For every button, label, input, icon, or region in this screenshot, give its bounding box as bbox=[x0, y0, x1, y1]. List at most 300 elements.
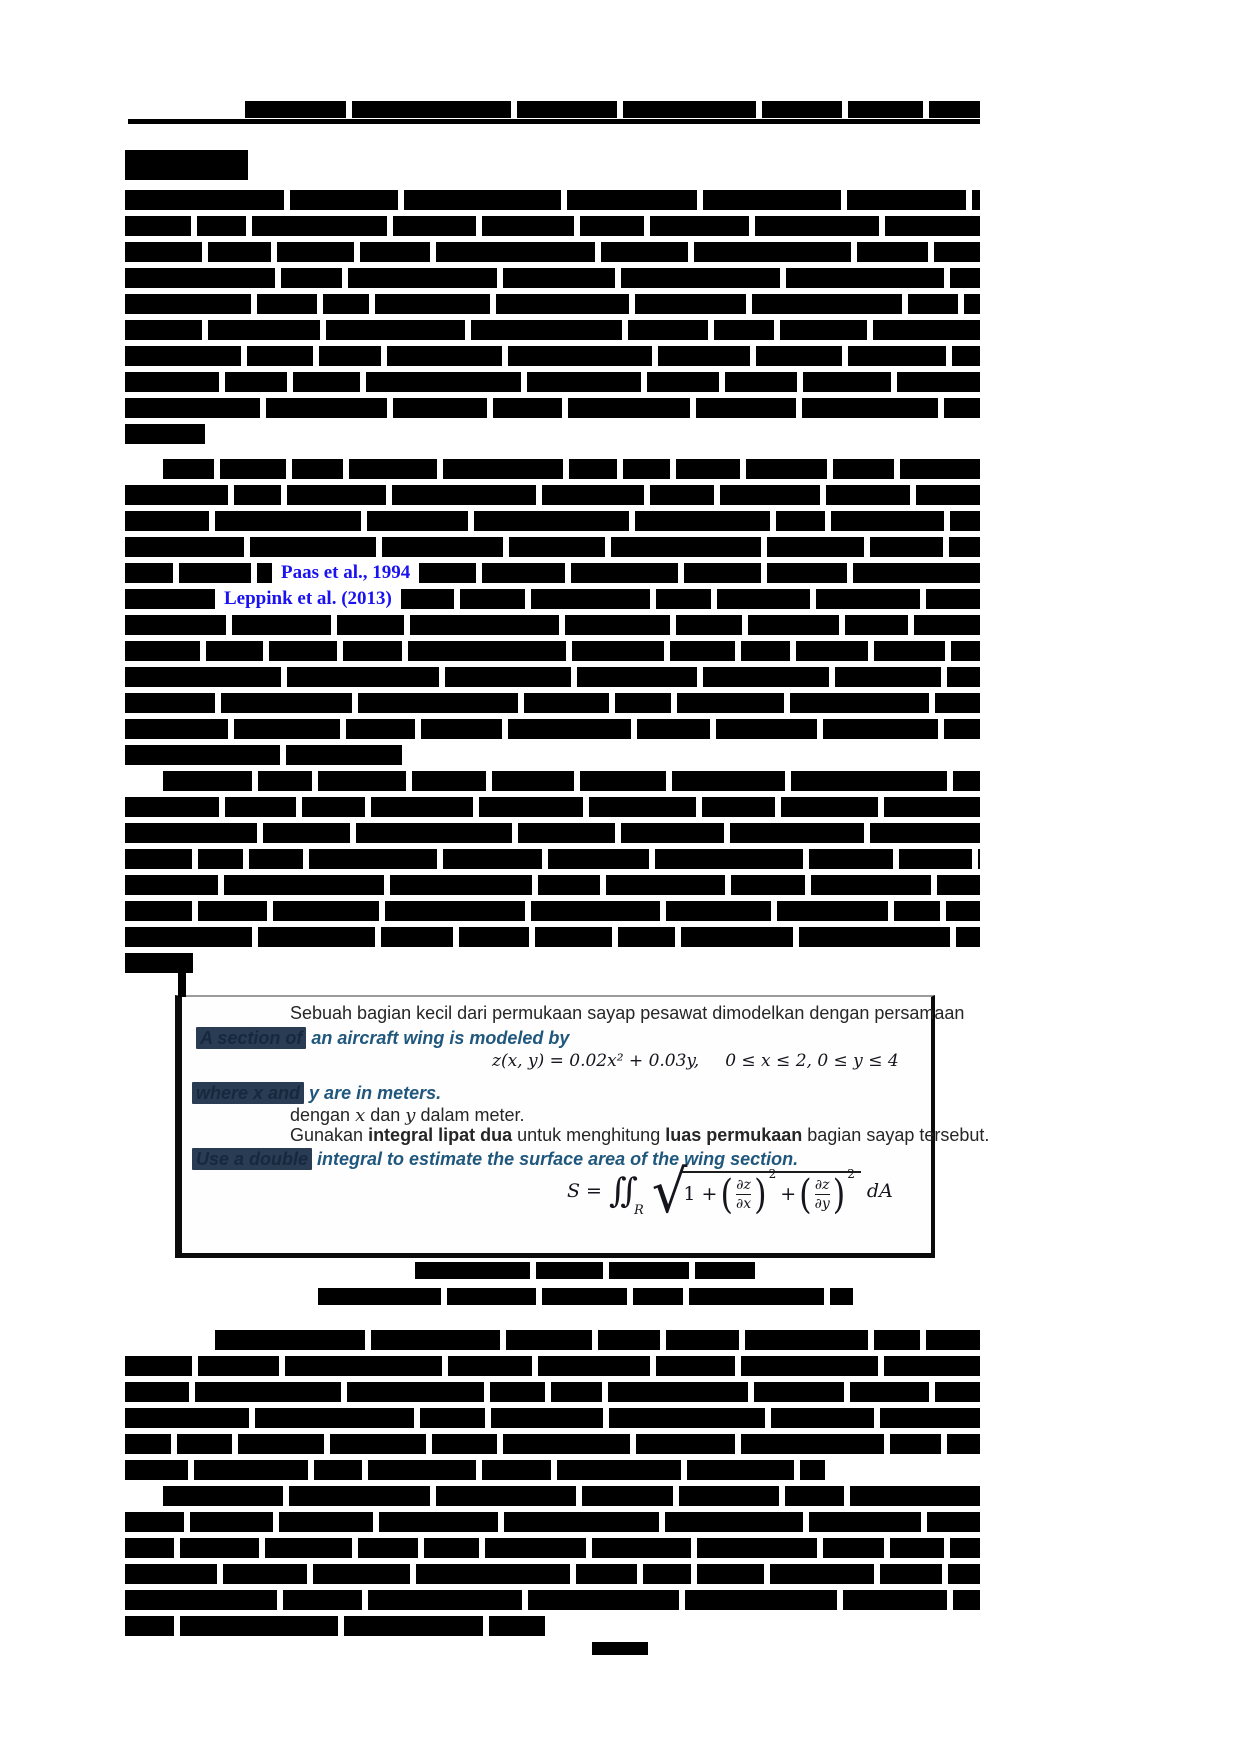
redaction-bar bbox=[615, 693, 671, 713]
redaction-bar bbox=[934, 242, 980, 262]
redaction-bar bbox=[125, 719, 228, 739]
redaction-bar bbox=[492, 771, 574, 791]
redaction-bar bbox=[567, 190, 697, 210]
redaction-bar bbox=[684, 563, 761, 583]
redaction-bar bbox=[309, 849, 437, 869]
redaction-bar bbox=[412, 771, 486, 791]
redaction-bar bbox=[125, 1408, 249, 1428]
redaction-bar bbox=[577, 667, 697, 687]
redaction-bar bbox=[503, 1434, 630, 1454]
redaction-bar bbox=[287, 485, 386, 505]
problem-english-line-1-text: an aircraft wing is modeled by bbox=[306, 1028, 570, 1048]
redaction-bar bbox=[658, 346, 750, 366]
redaction-bar bbox=[125, 693, 215, 713]
redaction-bar bbox=[643, 1564, 691, 1584]
redaction-bar bbox=[927, 1512, 980, 1532]
redaction-bar bbox=[379, 1512, 498, 1532]
redaction-bar bbox=[491, 1408, 603, 1428]
body-paragraph-redacted bbox=[125, 641, 980, 661]
redaction-bar bbox=[337, 615, 404, 635]
redaction-bar bbox=[580, 771, 666, 791]
redaction-bar bbox=[447, 1288, 536, 1305]
redaction-bar bbox=[346, 719, 415, 739]
redaction-bar bbox=[356, 823, 512, 843]
redaction-bar bbox=[249, 849, 303, 869]
abstract-paragraph-redacted bbox=[125, 294, 980, 314]
redaction-bar bbox=[125, 372, 219, 392]
plus-sign: + bbox=[780, 1183, 797, 1205]
redaction-bar bbox=[890, 1538, 944, 1558]
redaction-bar bbox=[125, 1382, 189, 1402]
redaction-bar bbox=[725, 372, 797, 392]
redaction-bar bbox=[125, 849, 192, 869]
problem-indonesian-line-2 bbox=[290, 1105, 525, 1126]
surface-area-integral-equation bbox=[567, 1158, 893, 1227]
redacted-highlight: Use a double bbox=[192, 1148, 312, 1170]
redaction-bar bbox=[551, 1382, 602, 1402]
redaction-bar bbox=[528, 1590, 679, 1610]
redaction-bar bbox=[223, 1564, 307, 1584]
redaction-bar bbox=[770, 1564, 874, 1584]
figure-caption-redacted bbox=[318, 1288, 853, 1305]
redaction-bar bbox=[375, 294, 490, 314]
integral-region-subscript: R bbox=[633, 1203, 644, 1218]
redaction-bar bbox=[393, 398, 487, 418]
redaction-bar bbox=[826, 485, 910, 505]
redaction-bar bbox=[273, 901, 379, 921]
redaction-bar bbox=[508, 719, 631, 739]
redaction-bar bbox=[823, 719, 938, 739]
abstract-paragraph-redacted bbox=[125, 320, 980, 340]
redaction-bar bbox=[343, 641, 402, 661]
redaction-bar bbox=[277, 242, 354, 262]
redaction-bar bbox=[694, 242, 851, 262]
redaction-bar bbox=[293, 372, 360, 392]
redaction-bar bbox=[978, 849, 980, 869]
redaction-bar bbox=[636, 1434, 735, 1454]
redaction-bar bbox=[656, 589, 711, 609]
redaction-bar bbox=[302, 797, 365, 817]
redaction-bar bbox=[366, 372, 521, 392]
problem-box bbox=[175, 995, 990, 1258]
redaction-bar bbox=[880, 1408, 980, 1428]
redaction-bar bbox=[323, 294, 369, 314]
redaction-bar bbox=[571, 563, 678, 583]
redaction-bar bbox=[926, 589, 980, 609]
frac-denominator: ∂y bbox=[814, 1195, 830, 1212]
redaction-bar bbox=[385, 901, 525, 921]
redaction-bar bbox=[504, 1512, 659, 1532]
redaction-bar bbox=[125, 424, 205, 444]
redaction-bar bbox=[536, 1262, 603, 1279]
body-paragraph-redacted bbox=[125, 953, 210, 973]
text-segment: bagian sayap tersebut. bbox=[802, 1125, 990, 1145]
redaction-bar bbox=[252, 216, 387, 236]
iint-glyph: ∬ bbox=[608, 1171, 638, 1211]
abstract-paragraph-redacted bbox=[125, 216, 980, 236]
redaction-bar bbox=[208, 242, 271, 262]
redaction-bar bbox=[125, 190, 284, 210]
redaction-bar bbox=[780, 320, 867, 340]
frac-numerator: ∂z bbox=[814, 1176, 830, 1193]
redaction-bar bbox=[592, 1538, 691, 1558]
redaction-bar bbox=[681, 927, 793, 947]
redaction-bar bbox=[215, 511, 361, 531]
redaction-bar bbox=[368, 1590, 522, 1610]
redaction-bar bbox=[601, 242, 688, 262]
redaction-bar bbox=[125, 927, 252, 947]
redaction-bar bbox=[608, 1382, 748, 1402]
redaction-bar bbox=[206, 641, 263, 661]
body-paragraph-redacted bbox=[125, 615, 980, 635]
redaction-bar bbox=[179, 563, 251, 583]
redaction-bar bbox=[914, 615, 980, 635]
redacted-highlight: where x and bbox=[192, 1082, 304, 1104]
body-paragraph-redacted bbox=[125, 1356, 980, 1376]
body-paragraph-redacted bbox=[125, 927, 980, 947]
problem-indonesian-line-3 bbox=[290, 1125, 989, 1146]
redaction-bar bbox=[348, 268, 497, 288]
redaction-bar bbox=[621, 823, 724, 843]
redaction-bar bbox=[589, 797, 696, 817]
redaction-bar bbox=[777, 901, 888, 921]
redaction-bar bbox=[125, 1434, 171, 1454]
redaction-bar bbox=[163, 771, 252, 791]
redaction-bar bbox=[843, 1590, 947, 1610]
redaction-bar bbox=[609, 1408, 765, 1428]
redaction-bar bbox=[702, 797, 775, 817]
redaction-bar bbox=[831, 511, 944, 531]
redaction-bar bbox=[208, 320, 320, 340]
body-paragraph-redacted bbox=[125, 901, 980, 921]
abstract-paragraph-redacted bbox=[125, 190, 980, 210]
redaction-bar bbox=[635, 511, 770, 531]
problem-english-line-2 bbox=[192, 1083, 441, 1104]
redaction-bar bbox=[799, 927, 950, 947]
redaction-bar bbox=[964, 294, 980, 314]
body-paragraph-redacted bbox=[125, 693, 980, 713]
redaction-bar bbox=[748, 615, 839, 635]
page-number-redacted bbox=[592, 1642, 648, 1655]
redaction-bar bbox=[198, 901, 267, 921]
radical-glyph: √ bbox=[651, 1158, 688, 1227]
redaction-bar bbox=[419, 563, 476, 583]
redaction-bar bbox=[884, 797, 980, 817]
redaction-bar bbox=[358, 693, 518, 713]
redaction-bar bbox=[401, 589, 454, 609]
problem-english-line-3-text: integral to estimate the surface area of the wing section. bbox=[312, 1149, 799, 1169]
redaction-bar bbox=[367, 511, 468, 531]
double-integral-symbol bbox=[608, 1171, 648, 1218]
redaction-bar bbox=[125, 797, 219, 817]
body-paragraph-redacted bbox=[125, 1590, 980, 1610]
body-paragraph-redacted bbox=[215, 1330, 980, 1350]
redaction-bar bbox=[460, 589, 525, 609]
redaction-bar bbox=[232, 615, 331, 635]
redaction-bar bbox=[289, 1486, 430, 1506]
redaction-bar bbox=[947, 667, 980, 687]
redaction-bar bbox=[125, 1564, 217, 1584]
redaction-bar bbox=[848, 101, 923, 118]
radicand bbox=[680, 1166, 861, 1218]
body-paragraph-redacted bbox=[125, 1434, 980, 1454]
redaction-bar bbox=[767, 537, 864, 557]
redaction-bar bbox=[677, 693, 784, 713]
abstract-paragraph-redacted bbox=[125, 346, 980, 366]
frac-denominator: ∂x bbox=[735, 1195, 752, 1212]
redaction-bar bbox=[125, 398, 260, 418]
redaction-bar bbox=[650, 485, 714, 505]
redaction-bar bbox=[741, 1356, 878, 1376]
equation-main: z(x, y) = 0.02x² + 0.03y, bbox=[492, 1051, 700, 1071]
redaction-bar bbox=[845, 615, 908, 635]
redaction-bar bbox=[490, 1382, 545, 1402]
redaction-bar bbox=[177, 1434, 232, 1454]
redaction-bar bbox=[666, 1330, 739, 1350]
redaction-bar bbox=[623, 459, 670, 479]
redaction-bar bbox=[508, 346, 652, 366]
redaction-bar bbox=[848, 346, 946, 366]
redaction-bar bbox=[950, 268, 980, 288]
abstract-paragraph-redacted bbox=[125, 268, 980, 288]
redaction-bar bbox=[670, 641, 735, 661]
redaction-bar bbox=[926, 1330, 980, 1350]
redaction-bar bbox=[420, 1408, 485, 1428]
redaction-bar bbox=[392, 485, 536, 505]
body-paragraph-redacted bbox=[125, 1382, 980, 1402]
text-segment: luas permukaan bbox=[665, 1125, 803, 1145]
redaction-bar bbox=[125, 1460, 188, 1480]
redaction-bar bbox=[163, 1486, 283, 1506]
redaction-bar bbox=[870, 823, 980, 843]
text-segment: dan bbox=[365, 1105, 406, 1125]
redaction-bar bbox=[703, 667, 829, 687]
redaction-bar bbox=[448, 1356, 532, 1376]
redaction-bar bbox=[368, 1460, 476, 1480]
redaction-bar bbox=[358, 1538, 418, 1558]
redaction-bar bbox=[180, 1616, 338, 1636]
redaction-bar bbox=[125, 823, 257, 843]
body-paragraph-redacted bbox=[163, 1486, 980, 1506]
redaction-bar bbox=[436, 242, 595, 262]
redaction-bar bbox=[479, 797, 583, 817]
redaction-bar bbox=[279, 1512, 373, 1532]
redaction-bar bbox=[382, 537, 503, 557]
redaction-bar bbox=[125, 615, 226, 635]
body-paragraph-redacted bbox=[125, 563, 980, 583]
text-segment: integral lipat dua bbox=[368, 1125, 513, 1145]
redaction-bar bbox=[929, 101, 980, 118]
redaction-bar bbox=[580, 216, 644, 236]
redaction-bar bbox=[647, 372, 719, 392]
redaction-bar bbox=[900, 459, 980, 479]
redaction-bar bbox=[263, 823, 350, 843]
redaction-bar bbox=[265, 1538, 352, 1558]
partial-derivative-dzdy bbox=[815, 1177, 830, 1212]
area-differential: dA bbox=[866, 1180, 893, 1202]
problem-english-line-2-text: y are in meters. bbox=[304, 1083, 442, 1103]
redaction-bar bbox=[656, 1356, 735, 1376]
redaction-bar bbox=[482, 216, 574, 236]
redaction-bar bbox=[524, 693, 609, 713]
equation-domain: 0 ≤ x ≤ 2, 0 ≤ y ≤ 4 bbox=[725, 1051, 899, 1071]
abstract-paragraph-redacted bbox=[125, 424, 205, 444]
citation-link-paas[interactable]: Paas et al., 1994 bbox=[281, 563, 411, 583]
redaction-bar bbox=[125, 667, 281, 687]
redaction-bar bbox=[371, 1330, 500, 1350]
redaction-bar bbox=[496, 294, 629, 314]
redaction-bar bbox=[689, 1288, 824, 1305]
redaction-bar bbox=[548, 849, 649, 869]
redaction-bar bbox=[582, 1486, 673, 1506]
redaction-bar bbox=[314, 1460, 362, 1480]
redaction-bar bbox=[443, 849, 542, 869]
redaction-bar bbox=[471, 320, 622, 340]
redaction-bar bbox=[125, 563, 173, 583]
figure-caption-redacted bbox=[415, 1262, 755, 1279]
redaction-bar bbox=[220, 459, 286, 479]
problem-english-line-1 bbox=[196, 1028, 569, 1049]
abstract-paragraph-redacted bbox=[125, 398, 980, 418]
redaction-bar bbox=[292, 459, 343, 479]
redaction-bar bbox=[944, 719, 980, 739]
body-paragraph-redacted bbox=[125, 849, 980, 869]
redaction-bar bbox=[703, 190, 841, 210]
redaction-bar bbox=[290, 190, 398, 210]
redaction-bar bbox=[432, 1434, 497, 1454]
redaction-bar bbox=[238, 1434, 324, 1454]
redaction-bar bbox=[874, 1330, 920, 1350]
redaction-bar bbox=[245, 101, 346, 118]
redaction-bar bbox=[125, 589, 215, 609]
redaction-bar bbox=[935, 693, 980, 713]
redaction-bar bbox=[685, 1590, 837, 1610]
body-paragraph-redacted bbox=[125, 745, 420, 765]
redaction-bar bbox=[897, 372, 980, 392]
redaction-bar bbox=[163, 459, 214, 479]
redaction-bar bbox=[755, 216, 879, 236]
redaction-bar bbox=[531, 901, 660, 921]
redaction-bar bbox=[266, 398, 387, 418]
redaction-bar bbox=[791, 771, 947, 791]
body-paragraph-redacted bbox=[125, 1564, 980, 1584]
redaction-bar bbox=[717, 589, 810, 609]
redaction-bar bbox=[125, 1356, 192, 1376]
redaction-bar bbox=[390, 875, 532, 895]
redaction-bar bbox=[387, 346, 502, 366]
redaction-bar bbox=[937, 875, 980, 895]
redaction-bar bbox=[950, 511, 980, 531]
radicand-one-plus: 1 + bbox=[683, 1183, 718, 1205]
redaction-bar bbox=[714, 320, 774, 340]
redaction-bar bbox=[215, 1330, 365, 1350]
redaction-bar bbox=[485, 1538, 586, 1558]
redaction-bar bbox=[198, 849, 243, 869]
redaction-bar bbox=[258, 771, 312, 791]
paren-close: ) bbox=[832, 1170, 846, 1218]
redaction-bar bbox=[503, 268, 615, 288]
redaction-bar bbox=[956, 927, 980, 947]
redaction-bar bbox=[125, 1616, 174, 1636]
redaction-bar bbox=[371, 797, 473, 817]
redaction-bar bbox=[800, 1460, 825, 1480]
redaction-bar bbox=[771, 1408, 874, 1428]
redaction-bar bbox=[517, 101, 617, 118]
redaction-bar bbox=[125, 485, 228, 505]
fraction-bar bbox=[736, 1194, 751, 1195]
redaction-bar bbox=[125, 745, 280, 765]
redaction-bar bbox=[285, 1356, 442, 1376]
text-segment: x bbox=[355, 1105, 366, 1126]
redaction-bar bbox=[754, 1382, 844, 1402]
redaction-bar bbox=[125, 875, 218, 895]
redaction-bar bbox=[697, 1564, 764, 1584]
redaction-bar bbox=[257, 294, 317, 314]
redaction-bar bbox=[257, 563, 272, 583]
redaction-bar bbox=[816, 589, 920, 609]
paren-open: ( bbox=[799, 1170, 812, 1218]
redaction-bar bbox=[247, 346, 313, 366]
redaction-bar bbox=[637, 719, 710, 739]
redaction-bar bbox=[459, 927, 529, 947]
redaction-bar bbox=[781, 797, 878, 817]
redaction-bar bbox=[953, 771, 980, 791]
redaction-bar bbox=[474, 511, 629, 531]
redaction-bar bbox=[623, 101, 756, 118]
box-left-edge-upper bbox=[178, 965, 186, 997]
body-paragraph-redacted bbox=[163, 459, 980, 479]
text-segment: untuk menghitung bbox=[512, 1125, 666, 1145]
body-paragraph-redacted bbox=[125, 1616, 545, 1636]
section-heading-redacted bbox=[125, 150, 248, 180]
redaction-bar bbox=[360, 242, 430, 262]
redaction-bar bbox=[785, 1486, 844, 1506]
redaction-bar bbox=[349, 459, 437, 479]
redaction-bar bbox=[531, 589, 650, 609]
redaction-bar bbox=[287, 667, 439, 687]
redaction-bar bbox=[949, 537, 980, 557]
paren-close: ) bbox=[754, 1170, 767, 1218]
redaction-bar bbox=[225, 372, 287, 392]
redaction-bar bbox=[720, 485, 820, 505]
redaction-bar bbox=[635, 294, 746, 314]
citation-link-leppink[interactable]: Leppink et al. (2013) bbox=[224, 589, 392, 609]
redaction-bar bbox=[190, 1512, 273, 1532]
redaction-bar bbox=[125, 641, 200, 661]
redaction-bar bbox=[847, 190, 966, 210]
body-paragraph-redacted bbox=[125, 537, 980, 557]
redaction-bar bbox=[445, 667, 571, 687]
partial-derivative-dzdx bbox=[736, 1177, 751, 1212]
redaction-bar bbox=[125, 511, 209, 531]
redaction-bar bbox=[576, 1564, 637, 1584]
text-segment: dalam meter. bbox=[415, 1105, 525, 1125]
redaction-bar bbox=[870, 537, 943, 557]
redaction-bar bbox=[125, 242, 202, 262]
abstract-paragraph-redacted bbox=[125, 372, 980, 392]
redaction-bar bbox=[811, 875, 931, 895]
equation-lhs: S = bbox=[567, 1180, 602, 1202]
redaction-bar bbox=[125, 294, 251, 314]
redaction-bar bbox=[250, 537, 376, 557]
redaction-bar bbox=[716, 719, 817, 739]
redaction-bar bbox=[950, 1538, 980, 1558]
redaction-bar bbox=[542, 1288, 627, 1305]
redaction-bar bbox=[633, 1288, 683, 1305]
redaction-bar bbox=[527, 372, 641, 392]
redaction-bar bbox=[538, 1356, 650, 1376]
redaction-bar bbox=[948, 1564, 980, 1584]
